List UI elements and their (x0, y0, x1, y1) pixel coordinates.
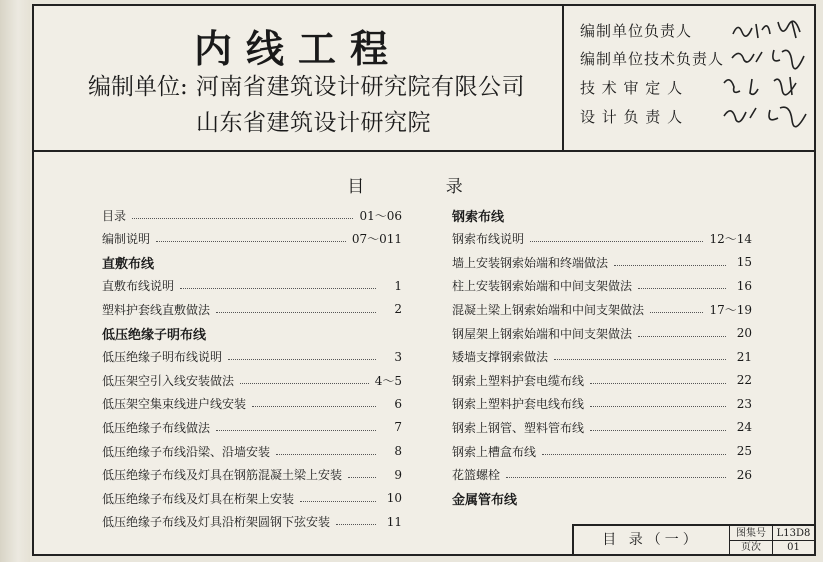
toc-entry[interactable] (102, 369, 402, 391)
role-label: 编制单位技术负责人 (580, 50, 725, 68)
toc-entry[interactable] (102, 228, 402, 250)
dot-leader (180, 288, 376, 289)
dot-leader (252, 406, 376, 407)
toc-entry-title: 塑料护套线直敷做法 (102, 302, 211, 317)
toc-entry-page: 26 (736, 467, 752, 482)
toc-entry-page: 2 (394, 302, 402, 317)
toc-entry[interactable] (102, 346, 402, 368)
dot-leader (240, 383, 369, 384)
dot-leader (590, 406, 726, 407)
toc-entry-page: 3 (394, 349, 402, 364)
toc-entry-title: 矮墙支撑钢索做法 (452, 350, 549, 365)
dot-leader (650, 312, 703, 313)
toc-entry-title: 墙上安装钢索始端和终端做法 (452, 255, 609, 270)
toc-entry-title: 钢屋架上钢索始端和中间支架做法 (452, 326, 633, 341)
dot-leader (300, 501, 376, 502)
toc-entry[interactable] (452, 228, 752, 250)
toc-entry[interactable] (452, 275, 752, 297)
toc-entry-page: 21 (736, 349, 752, 364)
dot-leader (132, 218, 353, 219)
toc-entry-title: 钢索布线说明 (452, 232, 525, 247)
toc-entry-page: 6 (394, 396, 402, 411)
toc-entry-title: 钢索上塑料护套电缆布线 (452, 373, 585, 388)
responsibility-panel (562, 6, 816, 150)
toc-entry-title: 钢索上槽盒布线 (452, 444, 537, 459)
dot-leader (216, 312, 376, 313)
toc-entry-page: 16 (736, 278, 752, 293)
toc-entry[interactable] (452, 393, 752, 415)
dot-leader (348, 477, 376, 478)
toc-entry-title: 低压架空引入线安装做法 (102, 373, 235, 388)
dot-leader (336, 524, 376, 525)
role-row-unit-head (580, 16, 810, 46)
title-block (572, 524, 814, 554)
toc-entry-title: 直敷布线说明 (102, 279, 175, 294)
dot-leader (228, 359, 376, 360)
toc-entry[interactable] (452, 464, 752, 486)
toc-entry-title: 低压架空集束线进户线安装 (102, 397, 247, 412)
toc-entry-page: 10 (386, 491, 402, 506)
sheet-header (34, 6, 814, 152)
header-title-area (34, 6, 562, 150)
toc-entry-title: 编制说明 (102, 232, 151, 247)
toc-section-heading (452, 204, 752, 226)
toc-entry[interactable] (102, 487, 402, 509)
toc-entry-page: 01～06 (359, 208, 402, 223)
atlas-number-value: L13D8 (776, 528, 811, 539)
dot-leader (506, 477, 726, 478)
dot-leader (156, 241, 346, 242)
toc-entry[interactable] (452, 416, 752, 438)
toc-entry-title: 低压绝缘子布线沿梁、沿墙安装 (102, 444, 271, 459)
toc-entry-page: 20 (736, 326, 752, 340)
toc-entry-page: 22 (736, 373, 752, 388)
toc-section-heading (102, 322, 402, 344)
dot-leader (590, 383, 726, 384)
signature-image (730, 16, 810, 42)
toc-entry-title: 柱上安装钢索始端和中间支架做法 (452, 279, 633, 294)
toc-entry-title: 花篮螺栓 (452, 468, 501, 483)
toc-entry-page: 24 (736, 420, 752, 435)
role-label: 设 计 负 责 人 (580, 108, 684, 126)
signature-image (720, 102, 810, 128)
dot-leader (638, 336, 726, 337)
toc-entry-page: 4～5 (374, 373, 402, 388)
toc-entry-page: 07～011 (351, 232, 402, 247)
role-row-design-lead (580, 102, 810, 132)
toc-entry[interactable] (452, 346, 752, 368)
toc-entry-page: 12～14 (709, 232, 752, 247)
toc-entry-title: 低压绝缘子明布线说明 (102, 350, 223, 365)
toc-entry-page: 15 (736, 255, 752, 270)
role-label: 编制单位负责人 (580, 22, 693, 40)
toc-entry-page: 1 (394, 278, 402, 293)
toc-entry[interactable] (452, 440, 752, 462)
document-title: 内线工程 (193, 26, 402, 71)
atlas-number-label: 图集号 (736, 528, 766, 539)
toc-entry-page: 17～19 (709, 302, 752, 317)
toc-entry-title: 低压绝缘子布线及灯具沿桁架圆钢下弦安装 (102, 515, 331, 530)
toc-entry[interactable] (102, 511, 402, 533)
toc-entry-page: 9 (394, 467, 402, 482)
org-name-1: 河南省建筑设计研究院有限公司 (196, 74, 525, 100)
toc-heading: 目 录 (347, 177, 501, 197)
toc-entry[interactable] (452, 251, 752, 273)
toc-section-heading (452, 487, 752, 509)
toc-entry-title: 钢索上钢管、塑料管布线 (452, 420, 585, 435)
toc-entry-page: 8 (394, 444, 402, 458)
role-row-reviewer (580, 73, 810, 103)
toc-section-heading (102, 251, 402, 273)
toc-entry-title: 金属管布线 (452, 492, 518, 508)
toc-entry-page: 11 (386, 514, 402, 529)
dot-leader (638, 288, 726, 289)
toc-entry-title: 低压绝缘子布线及灯具在桁架上安装 (102, 491, 295, 506)
toc-entry[interactable] (452, 322, 752, 344)
page-number-label: 页次 (741, 542, 761, 553)
sheet-name: 目 录（一） (574, 526, 730, 554)
org-name-2: 山东省建筑设计研究院 (196, 110, 431, 136)
toc-entry-title: 低压绝缘子明布线 (102, 327, 207, 343)
page-number-value: 01 (787, 542, 800, 553)
toc-entry[interactable] (102, 275, 402, 297)
toc-entry[interactable] (102, 464, 402, 486)
dot-leader (542, 454, 726, 455)
toc-entry-title: 低压绝缘子布线做法 (102, 420, 211, 435)
toc-entry-title: 钢索布线 (452, 209, 505, 225)
toc-entry-title: 目录 (102, 208, 127, 223)
drawing-sheet (32, 4, 816, 556)
toc-entry-page: 7 (394, 420, 402, 435)
toc-entry[interactable] (452, 369, 752, 391)
org-label: 编制单位: (88, 74, 188, 100)
toc-entry-title: 钢索上塑料护套电线布线 (452, 397, 585, 412)
toc-entry-title: 直敷布线 (102, 256, 155, 272)
dot-leader (590, 430, 726, 431)
toc-entry-page: 25 (736, 444, 752, 458)
dot-leader (530, 241, 703, 242)
toc-entry[interactable] (102, 393, 402, 415)
role-row-unit-tech (580, 44, 810, 74)
toc-entry[interactable] (102, 204, 402, 226)
dot-leader (276, 454, 376, 455)
dot-leader (554, 359, 726, 360)
dot-leader (216, 430, 376, 431)
signature-image (720, 73, 810, 99)
signature-image (730, 44, 810, 70)
role-label: 技 术 审 定 人 (580, 79, 684, 97)
toc-entry[interactable] (102, 298, 402, 320)
toc-entry-page: 23 (736, 396, 752, 411)
toc-entry[interactable] (452, 298, 752, 320)
toc-entry[interactable] (102, 416, 402, 438)
toc-entry-title: 混凝土梁上钢索始端和中间支架做法 (452, 302, 645, 317)
dot-leader (614, 265, 726, 266)
toc-entry[interactable] (102, 440, 402, 462)
toc-entry-title: 低压绝缘子布线及灯具在钢筋混凝土梁上安装 (102, 468, 343, 483)
binding-margin (0, 0, 30, 562)
